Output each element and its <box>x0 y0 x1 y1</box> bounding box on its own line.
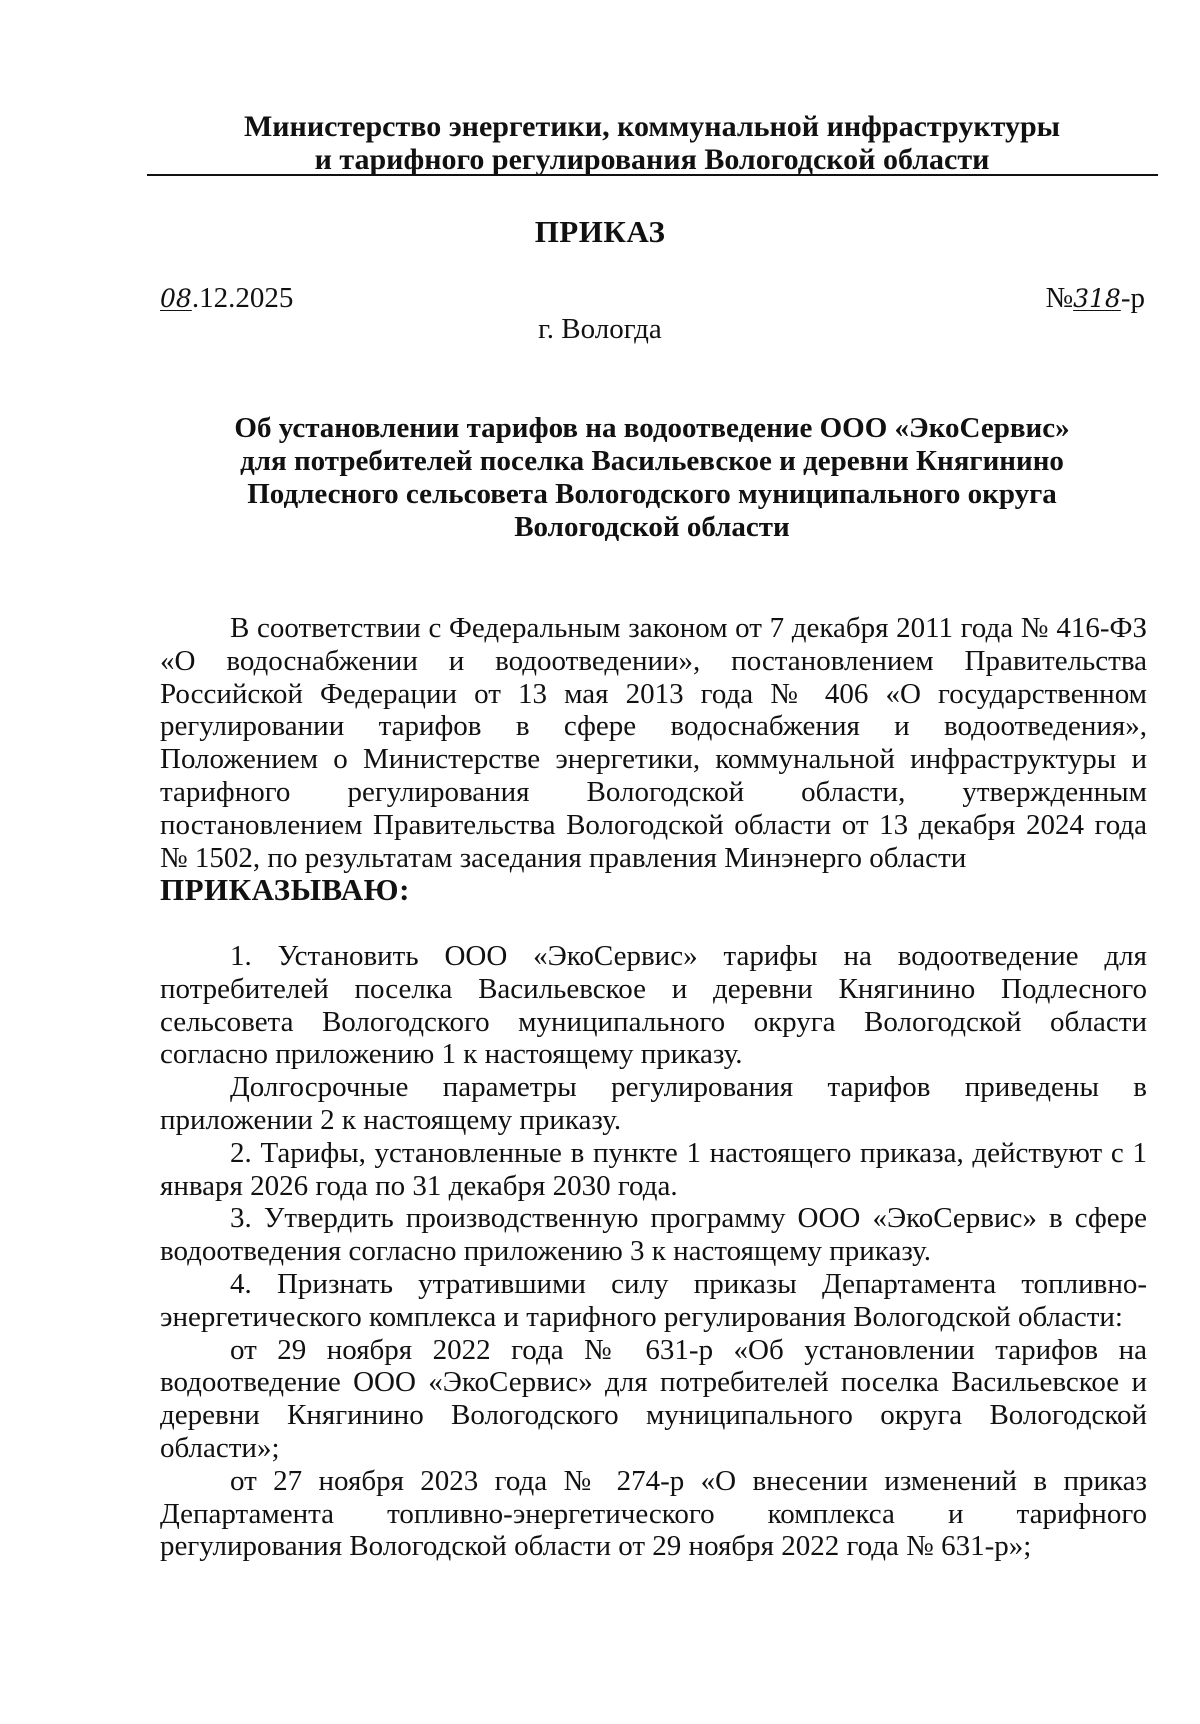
ministry-header-line-1: Министерство энергетики, коммунальной инфраструктуры <box>243 110 1061 143</box>
decree-word: ПРИКАЗЫВАЮ: <box>160 872 410 908</box>
list-item: 3. Утвердить производственную программу ООО «ЭкоСервис» в сфере водоотведения согласно приложению 3 к настоящему приказу. <box>160 1202 1147 1268</box>
preamble-paragraph: В соответствии с Федеральным законом от 7 декабря 2011 года № 416-ФЗ «О водоснабжении и водоотведении», постановлением Правительства Российской Федерации от 13 мая 2013 года № 406 «О государственном регулировании тарифов в сфере водоснабжения и водоотведения», Положением о Министерстве энергетики, коммунальной инфраструктуры и тарифного регулирования Вологодской области, утвержденным постановлением Правительства Вологодской области от 13 декабря 2024 года № 1502, по результатам заседания правления Минэнерго области <box>160 612 1147 874</box>
list-item: 2. Тарифы, установленные в пункте 1 настоящего приказа, действуют с 1 января 2026 года по 31 декабря 2030 года. <box>160 1136 1147 1202</box>
subject-line-4: Вологодской области <box>514 511 790 543</box>
order-number <box>1045 282 1145 315</box>
subject-line-3: Подлесного сельсовета Вологодского муниципального округа <box>247 478 1057 510</box>
handwritten-day: 08 <box>160 284 192 313</box>
order-date <box>160 282 293 315</box>
order-items <box>160 940 1147 1563</box>
ministry-header-line-2: и тарифного регулирования Вологодской области <box>314 143 990 176</box>
order-subject <box>147 412 1157 544</box>
subject-line-1: Об установлении тарифов на водоотведение ООО «ЭкоСервис» <box>234 412 1070 444</box>
handwritten-number: 318 <box>1073 284 1121 313</box>
header-divider <box>147 174 1158 176</box>
ministry-header <box>147 110 1157 176</box>
list-item: от 27 ноября 2023 года № 274-р «О внесении изменений в приказ Департамента топливно-энергетического комплекса и тарифного регулирования Вологодской области от 29 ноября 2022 года № 631-р»; <box>160 1464 1147 1563</box>
list-item: Долгосрочные параметры регулирования тарифов приведены в приложении 2 к настоящему приказу. <box>160 1071 1147 1136</box>
number-prefix: № <box>1045 282 1074 314</box>
subject-line-2: для потребителей поселка Васильевское и деревни Княгинино <box>240 445 1064 477</box>
date-rest: .12.2025 <box>191 282 294 314</box>
document-title: ПРИКАЗ <box>534 214 666 249</box>
list-item: 1. Установить ООО «ЭкоСервис» тарифы на водоотведение для потребителей поселка Васильевское и деревни Княгинино Подлесного сельсовета Вологодского муниципального округа Вологодской области согласно приложению 1 к настоящему приказу. <box>160 940 1147 1071</box>
city-name: г. Вологда <box>538 313 662 345</box>
preamble-block <box>160 612 1147 907</box>
list-item: 4. Признать утратившими силу приказы Департамента топливно-энергетического комплекса и тарифного регулирования Вологодской области: <box>160 1267 1147 1333</box>
number-suffix: -р <box>1120 282 1145 314</box>
list-item: от 29 ноября 2022 года № 631-р «Об установлении тарифов на водоотведение ООО «ЭкоСервис» для потребителей поселка Васильевское и деревни Княгинино Вологодского муниципального округа Вологодской области»; <box>160 1333 1147 1464</box>
